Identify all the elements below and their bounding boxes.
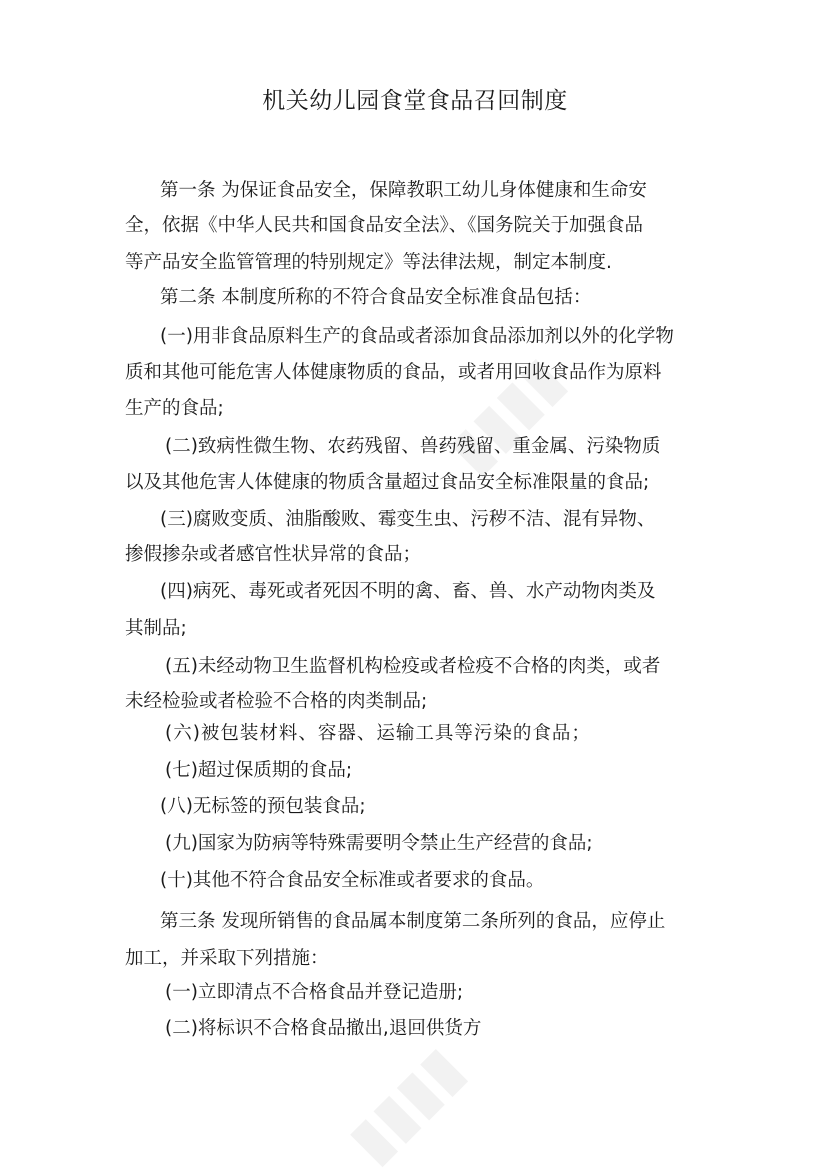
article2-item8: (八)无标签的预包装食品; bbox=[160, 796, 366, 817]
article2-item7: (七)超过保质期的食品; bbox=[165, 760, 353, 781]
watermark: ▮▮▮▮ bbox=[434, 343, 578, 487]
article3-item2: (二)将标识不合格食品撤出,退回供货方 bbox=[165, 1018, 482, 1039]
page-title: 机关幼儿园食堂食品召回制度 bbox=[262, 88, 568, 114]
article2-item4-line-2: 其制品; bbox=[125, 618, 187, 639]
article2-item1-line-1: (一)用非食品原料生产的食品或者添加食品添加剂以外的化学物 bbox=[160, 326, 674, 347]
article2-intro: 第二条 本制度所称的不符合食品安全标准食品包括： bbox=[160, 287, 592, 308]
article2-item9: (九)国家为防病等特殊需要明令禁止生产经营的食品; bbox=[165, 833, 593, 854]
article3-line-1: 第三条 发现所销售的食品属本制度第二条所列的食品，应停止 bbox=[160, 911, 666, 932]
article3-item1: (一)立即清点不合格食品并登记造册; bbox=[165, 982, 464, 1003]
article2-item2-line-1: (二)致病性微生物、农药残留、兽药残留、重金属、污染物质 bbox=[165, 436, 661, 457]
article2-item5-line-1: (五)未经动物卫生监督机构检疫或者检疫不合格的肉类，或者 bbox=[165, 656, 661, 677]
article2-item10: (十)其他不符合食品安全标准或者要求的食品。 bbox=[160, 870, 545, 891]
article2-item4-line-1: (四)病死、毒死或者死因不明的禽、畜、兽、水产动物肉类及 bbox=[160, 581, 656, 602]
article1-line-3: 等产品安全监管管理的特别规定》等法律法规，制定本制度. bbox=[125, 252, 612, 273]
article2-item6: (六)被包装材料、容器、运输工具等污染的食品； bbox=[165, 723, 591, 744]
article1-line-1: 第一条 为保证食品安全，保障教职工幼儿身体健康和生命安 bbox=[160, 180, 647, 201]
article2-item3-line-2: 掺假掺杂或者感官性状异常的食品； bbox=[125, 544, 422, 565]
article2-item5-line-2: 未经检验或者检验不合格的肉类制品; bbox=[125, 691, 428, 712]
article2-item2-line-2: 以及其他危害人体健康的物质含量超过食品安全标准限量的食品; bbox=[125, 472, 650, 493]
article3-line-2: 加工，并采取下列措施： bbox=[125, 948, 329, 969]
article2-item3-line-1: (三)腐败变质、油脂酸败、霉变生虫、污秽不洁、混有异物、 bbox=[160, 509, 656, 530]
watermark: ▮▮▮▮ bbox=[334, 1033, 478, 1176]
article2-item1-line-2: 质和其他可能危害人体健康物质的食品，或者用回收食品作为原料 bbox=[125, 362, 662, 383]
article2-item1-line-3: 生产的食品; bbox=[125, 398, 224, 419]
article1-line-2: 全，依据《中华人民共和国食品安全法》、《国务院关于加强食品 bbox=[125, 215, 644, 236]
